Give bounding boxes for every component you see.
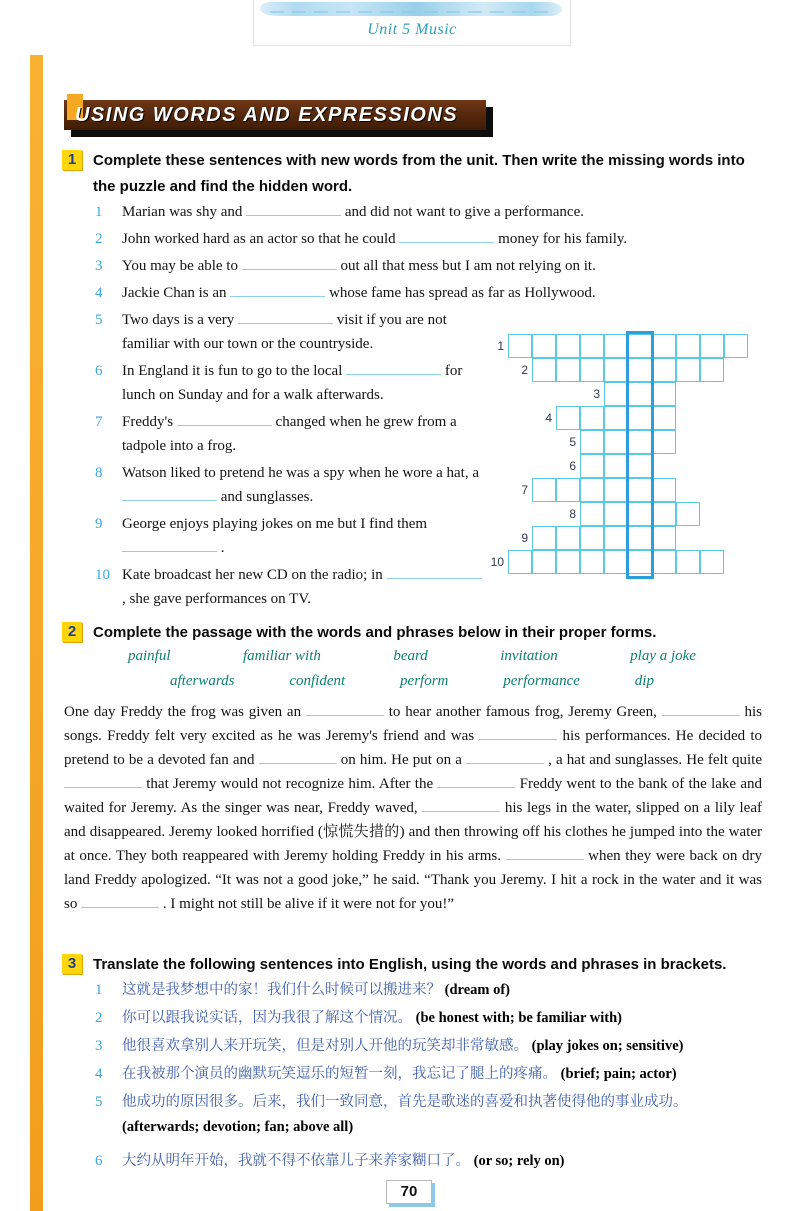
ex3-item-hint: (dream of) — [444, 982, 510, 998]
ex3-item-hint: (be honest with; be familiar with) — [415, 1010, 622, 1026]
puzzle-cell[interactable] — [532, 358, 556, 382]
ex1-item-text: Jackie Chan is an whose fame has spread as far as Hollywood. — [122, 285, 596, 301]
ex1-item — [95, 281, 755, 305]
puzzle-row-label: 6 — [569, 459, 576, 473]
puzzle-cell[interactable] — [532, 334, 556, 358]
section-title: USING WORDS AND EXPRESSIONS — [75, 103, 459, 126]
puzzle-cell[interactable] — [652, 478, 676, 502]
puzzle-cell[interactable] — [556, 358, 580, 382]
ex3-item-number: 2 — [95, 1010, 103, 1026]
puzzle-cell[interactable] — [604, 478, 628, 502]
puzzle-cell[interactable] — [652, 430, 676, 454]
header-box — [253, 0, 571, 46]
ex3-item-number: 6 — [95, 1153, 103, 1169]
puzzle-row-label: 1 — [497, 339, 504, 353]
blank-line[interactable] — [259, 750, 337, 764]
puzzle-row-label: 4 — [545, 411, 552, 425]
ex1-item-number: 4 — [95, 285, 103, 301]
puzzle-cell[interactable] — [604, 406, 628, 430]
ex3-item-number: 4 — [95, 1066, 103, 1082]
word-bank-word: beard — [393, 648, 428, 664]
ex3-item-hint: (afterwards; devotion; fan; above all) — [122, 1119, 354, 1135]
puzzle-cell[interactable] — [724, 334, 748, 358]
puzzle-cell[interactable] — [580, 454, 604, 478]
puzzle-cell[interactable] — [532, 526, 556, 550]
puzzle-cell[interactable] — [676, 334, 700, 358]
ex1-item-number: 10 — [95, 567, 110, 583]
blank-line[interactable] — [122, 487, 217, 501]
ex3-item-text: 他很喜欢拿别人来开玩笑，但是对别人开他的玩笑却非常敏感。 — [122, 1038, 528, 1054]
unit-title: Unit 5 Music — [367, 21, 457, 38]
puzzle-cell[interactable] — [604, 430, 628, 454]
word-bank-row — [128, 673, 696, 690]
puzzle-cell[interactable] — [556, 334, 580, 358]
puzzle-cell[interactable] — [652, 382, 676, 406]
blank-line[interactable] — [230, 283, 325, 297]
blank-line[interactable] — [122, 538, 217, 552]
banner-background — [64, 100, 486, 130]
puzzle-cell[interactable] — [700, 334, 724, 358]
ex3-item-number: 3 — [95, 1038, 103, 1054]
puzzle-row-label: 5 — [569, 435, 576, 449]
ex3-item-hint: (brief; pain; actor) — [560, 1066, 677, 1082]
puzzle-cell[interactable] — [700, 550, 724, 574]
ex2-passage: One day Freddy the frog was given an to hear another famous frog, Jeremy Green, his songs. Freddy felt very excited as he was Jeremy's friend and was his performances. He decided to pretend to be a devoted fan and on him. He put on a , a hat and sunglasses. He felt quite that Jeremy would not recognize him. After the Freddy went to the bank of the lake and waited for Jeremy. As the singer was near, Freddy waved, his legs in the water, slipped on a lily leaf and disappeared. Jeremy looked horrified (惊慌失措的) and then throwing off his clothes he jumped into the water at once. They both reappeared with Jeremy holding Freddy in his arms. when they were back on dry land Freddy apologized. “It was not a good joke,” he said. “Thank you Jeremy. I hit a rock in the water and it was so . I might not still be alive if it were not for you!” — [64, 704, 763, 912]
header-decoration — [260, 2, 562, 16]
ex2-header — [62, 620, 767, 646]
ex3-item-body — [122, 1062, 677, 1087]
ex1-header — [62, 148, 767, 200]
word-bank-word: afterwards — [170, 673, 235, 689]
puzzle-cell[interactable] — [580, 430, 604, 454]
ex1-item-text: John worked hard as an actor so that he could money for his family. — [122, 231, 628, 247]
blank-line[interactable] — [246, 202, 341, 216]
ex3-item-number: 1 — [95, 982, 103, 998]
puzzle-cell[interactable] — [676, 502, 700, 526]
ex3-item — [95, 1090, 760, 1140]
ex1-item — [95, 227, 755, 251]
puzzle-cell[interactable] — [580, 502, 604, 526]
ex3-item-text: 在我被那个演员的幽默玩笑逗乐的短暂一刻，我忘记了腿上的疼痛。 — [122, 1066, 557, 1082]
ex1-item — [95, 200, 755, 224]
puzzle-cell[interactable] — [652, 550, 676, 574]
blank-line[interactable] — [662, 702, 740, 716]
ex3-item-hint: (play jokes on; sensitive) — [531, 1038, 684, 1054]
puzzle-cell[interactable] — [652, 334, 676, 358]
word-bank — [128, 648, 696, 698]
word-bank-row — [128, 648, 696, 665]
left-margin-bar — [30, 55, 43, 1211]
blank-line[interactable] — [64, 774, 142, 788]
ex3-item-body — [122, 1034, 683, 1059]
word-bank-word: dip — [634, 673, 654, 689]
ex1-item-number: 1 — [95, 204, 103, 220]
ex3-item — [95, 1006, 760, 1031]
puzzle-grid — [486, 330, 778, 586]
blank-line[interactable] — [387, 565, 482, 579]
ex1-item-text: Freddy's changed when he grew from a tadpole into a frog. — [122, 414, 457, 454]
blank-line[interactable] — [177, 412, 272, 426]
puzzle-cell[interactable] — [580, 406, 604, 430]
puzzle-row-label: 8 — [569, 507, 576, 521]
puzzle-cell[interactable] — [556, 406, 580, 430]
puzzle-cell[interactable] — [580, 478, 604, 502]
puzzle-cell[interactable] — [652, 526, 676, 550]
puzzle-cell[interactable] — [580, 526, 604, 550]
puzzle-cell[interactable] — [532, 478, 556, 502]
puzzle-cell[interactable] — [604, 502, 628, 526]
puzzle-highlight-column — [626, 331, 654, 579]
ex3-item-text: 大约从明年开始，我就不得不依靠儿子来养家糊口了。 — [122, 1153, 470, 1169]
ex3-item-text: 这就是我梦想中的家！我们什么时候可以搬进来？ — [122, 982, 441, 998]
puzzle-cell[interactable] — [700, 358, 724, 382]
puzzle-cell[interactable] — [532, 550, 556, 574]
puzzle-cell[interactable] — [508, 334, 532, 358]
puzzle-cell[interactable] — [652, 358, 676, 382]
blank-line[interactable] — [306, 702, 384, 716]
ex1-instruction: Complete these sentences with new words from the unit. Then write the missing words into the puzzle and find the hidden word. — [93, 152, 745, 195]
puzzle-cell[interactable] — [604, 358, 628, 382]
ex1-item-number: 6 — [95, 363, 103, 379]
ex3-item — [95, 1034, 760, 1059]
ex3-item — [95, 1062, 760, 1087]
puzzle-row-label: 9 — [521, 531, 528, 545]
ex3-instruction: Translate the following sentences into English, using the words and phrases in brackets. — [93, 956, 727, 973]
puzzle-cell[interactable] — [556, 550, 580, 574]
word-bank-word: confident — [289, 673, 346, 689]
blank-line[interactable] — [242, 256, 337, 270]
ex1-item-text: George enjoys playing jokes on me but I find them . — [122, 516, 428, 556]
puzzle-cell[interactable] — [676, 550, 700, 574]
blank-line[interactable] — [81, 894, 159, 908]
puzzle-cell[interactable] — [556, 478, 580, 502]
ex1-item-text: In England it is fun to go to the local for lunch on Sunday and for a walk afterwards. — [122, 363, 463, 403]
section-banner — [64, 100, 494, 138]
blank-line[interactable] — [422, 798, 500, 812]
word-bank-word: perform — [400, 673, 449, 689]
puzzle-cell[interactable] — [604, 550, 628, 574]
ex3-item-number: 5 — [95, 1094, 103, 1110]
puzzle-cell[interactable] — [580, 358, 604, 382]
ex3-item-body — [122, 978, 510, 1003]
ex1-item — [95, 254, 755, 278]
puzzle-cell[interactable] — [604, 454, 628, 478]
ex1-item-text: Watson liked to pretend he was a spy when he wore a hat, a and sunglasses. — [122, 465, 480, 505]
ex3-number-badge: 3 — [62, 954, 82, 974]
ex3-item-body — [122, 1149, 565, 1174]
ex1-item-number: 3 — [95, 258, 103, 274]
ex3-item — [95, 1149, 760, 1174]
puzzle-cell[interactable] — [604, 526, 628, 550]
blank-line[interactable] — [479, 726, 557, 740]
word-bank-word: painful — [128, 648, 171, 664]
ex3-items — [95, 978, 760, 1177]
puzzle-row-label: 3 — [593, 387, 600, 401]
ex1-item-number: 7 — [95, 414, 103, 430]
puzzle-cell[interactable] — [604, 334, 628, 358]
word-bank-word: familiar with — [242, 648, 321, 664]
blank-line[interactable] — [437, 774, 515, 788]
ex1-number-badge: 1 — [62, 150, 82, 170]
ex3-item-body — [122, 1090, 688, 1140]
ex1-item-number: 9 — [95, 516, 103, 532]
blank-line[interactable] — [346, 361, 441, 375]
puzzle-cell[interactable] — [556, 526, 580, 550]
ex3-item-hint: (or so; rely on) — [473, 1153, 565, 1169]
puzzle-row-label: 7 — [521, 483, 528, 497]
word-bank-word: invitation — [500, 648, 558, 664]
ex1-item-text: Marian was shy and and did not want to give a performance. — [122, 204, 584, 220]
puzzle-row-label: 2 — [521, 363, 528, 377]
blank-line[interactable] — [506, 846, 584, 860]
ex1-item-number: 5 — [95, 312, 103, 328]
puzzle-row-label: 10 — [490, 555, 504, 569]
puzzle-cell[interactable] — [580, 334, 604, 358]
puzzle-cell[interactable] — [580, 550, 604, 574]
blank-line[interactable] — [238, 310, 333, 324]
ex3-header — [62, 952, 767, 978]
ex2-number-badge: 2 — [62, 622, 82, 642]
ex3-item — [95, 978, 760, 1003]
ex1-item-text: Kate broadcast her new CD on the radio; in , she gave performances on TV. — [122, 563, 482, 611]
blank-line[interactable] — [466, 750, 544, 764]
puzzle-cell[interactable] — [676, 358, 700, 382]
puzzle-cell[interactable] — [652, 502, 676, 526]
ex1-item-number: 8 — [95, 465, 103, 481]
puzzle-cell[interactable] — [604, 382, 628, 406]
blank-line[interactable] — [399, 229, 494, 243]
ex2-instruction: Complete the passage with the words and phrases below in their proper forms. — [93, 624, 657, 641]
puzzle-cell[interactable] — [508, 550, 532, 574]
ex3-item-text: 他成功的原因很多。后来，我们一致同意，首先是歌迷的喜爱和执著使得他的事业成功。 — [122, 1094, 688, 1110]
ex1-item-text: You may be able to out all that mess but I am not relying on it. — [122, 258, 596, 274]
ex3-item-body — [122, 1006, 622, 1031]
page-number: 70 — [386, 1180, 432, 1204]
ex1-item-number: 2 — [95, 231, 103, 247]
word-bank-word: performance — [503, 673, 580, 689]
word-bank-word: play a joke — [630, 648, 696, 664]
ex3-item-text: 你可以跟我说实话，因为我很了解这个情况。 — [122, 1010, 412, 1026]
ex1-item-text: Two days is a very visit if you are not familiar with our town or the countryside. — [122, 312, 447, 352]
puzzle-cell[interactable] — [652, 406, 676, 430]
